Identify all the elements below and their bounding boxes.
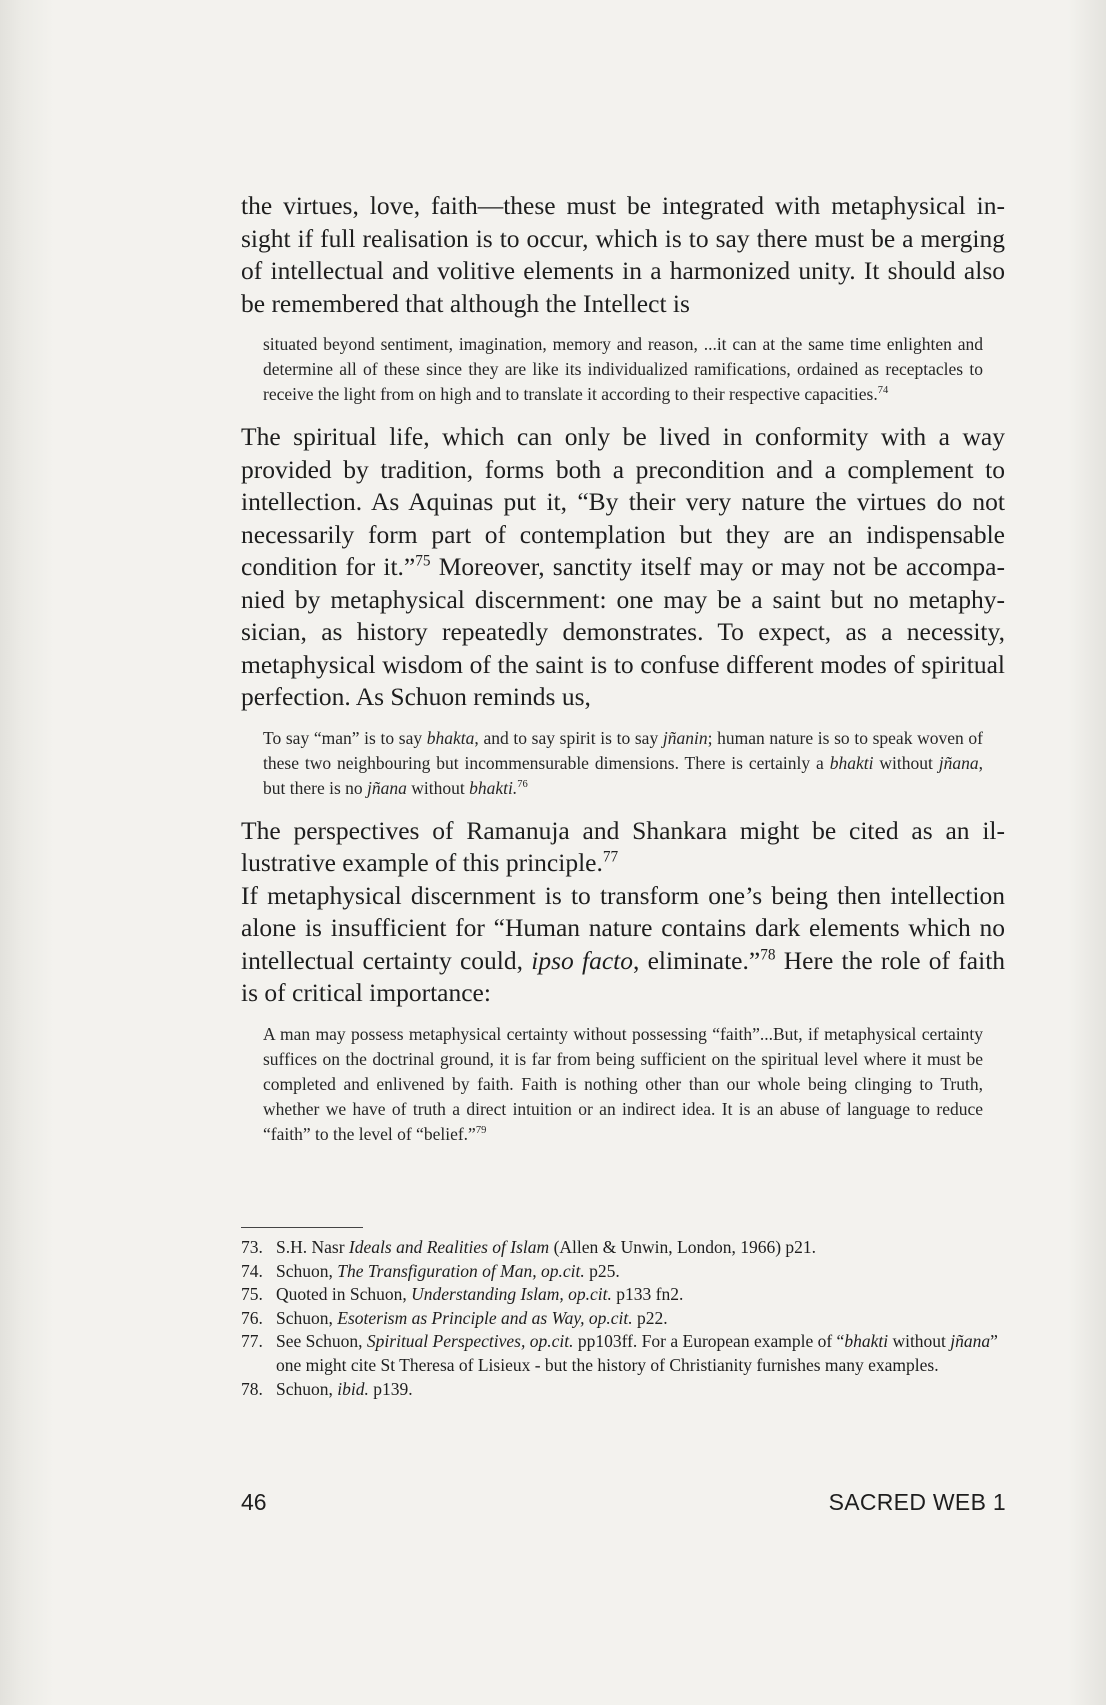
- footnote-78: 78. Schuon, ibid. p139.: [241, 1378, 413, 1399]
- paragraph-4: If metaphysical discernment is to transform one’s being then intellection alone is insufficient for “Human nature contains dark elements which no intellectual certainty could, ipso facto, eliminate.”$^{78}$ Here the role of faith is of critical importance:: [241, 880, 1006, 1007]
- footnote-75: 75. Quoted in Schuon, Understanding Islam, op.cit. p133 fn2.: [241, 1284, 684, 1305]
- block-quote-2: To say “man” is to say bhakta, and to say spirit is to say jñanin; human nature is so to speak woven of these two neighbouring but incommensurable dimensions. There is certainly a bhakti without jñana, but there is no jñana without bhakti.$^{76}$: [263, 727, 983, 798]
- footnote-73: 73. S.H. Nasr Ideals and Realities of Islam (Allen & Unwin, London, 1966) p21.: [241, 1237, 817, 1257]
- footnote-74: 74. Schuon, The Transfiguration of Man, op.cit. p25.: [241, 1260, 620, 1281]
- footnote-ref-74[interactable]: 74: [877, 385, 889, 397]
- footnote-ref-77[interactable]: 77: [602, 848, 619, 866]
- footnote-divider: [241, 1227, 363, 1228]
- footnotes: [241, 1236, 1005, 1401]
- paragraph-1: the virtues, love, faith—these must be integrated with metaphysical insight if full realisation is to occur, which is to say there must be a merging of intellectual and volitive elements in a harmonized unity. It should also be remembered that although the Intellect is: [241, 191, 1005, 318]
- footnote-ref-76[interactable]: 76: [517, 778, 528, 790]
- page-edge-shadow-right: [1068, 0, 1106, 1705]
- footnote-76: 76. Schuon, Esoterism as Principle and as Way, op.cit. p22.: [241, 1307, 668, 1328]
- paragraph-2: The spiritual life, which can only be lived in conformity with a way provided by tradition, forms both a precondition and a complement to intellection. As Aquinas put it, “By their very nature the virtues do not necessarily form part of contemplation but they are an indispensable condition for it.”$^{75}$ Moreover, sanctity itself may or may not be accompanied by metaphysical discernment: one may be a saint but no metaphysician, as history repeatedly demonstrates. To expect, as a necessity, metaphysical wisdom of the saint is to confuse different modes of spiritual perfection. As Schuon reminds us,: [241, 422, 1005, 711]
- footnote-ref-78[interactable]: 78: [760, 946, 776, 963]
- footnote-77: 77. See Schuon, Spiritual Perspectives, op.cit. pp103ff. For a European example of “bhakti without jñana” one might cite St Theresa of Lisieux - but the history of Christianity furnishes many examples.: [241, 1331, 998, 1375]
- page-number: 46: [241, 1489, 267, 1515]
- page-edge-shadow-left: [0, 0, 54, 1705]
- footnote-ref-75[interactable]: 75: [415, 552, 431, 570]
- paragraph-3: The perspectives of Ramanuja and Shankara might be cited as an illustrative example of this principle.$^{77}$: [241, 815, 1005, 877]
- footnote-ref-79[interactable]: 79: [475, 1124, 487, 1136]
- text-column: [241, 190, 1005, 1161]
- running-head: SACRED WEB 1: [828, 1489, 1006, 1515]
- block-quote-3: A man may possess metaphysical certainty without possessing “faith”...But, if metaphysical certainty suffices on the doctrinal ground, it is far from being sufficient on the spiritual level where it must be completed and enlivened by faith. Faith is nothing other than our whole being clinging to Truth, whether we have of truth a direct intuition or an indirect idea. It is an abuse of language to reduce “faith” to the level of “belief.”$^{79}$: [263, 1023, 983, 1144]
- block-quote-1: situated beyond sentiment, imagination, memory and reason, ...it can at the same time enlighten and determine all of these since they are like its individualized ramifications, ordained as receptacles to receive the light from on high and to translate it according to their respective capacities.$^{74}$: [263, 334, 983, 404]
